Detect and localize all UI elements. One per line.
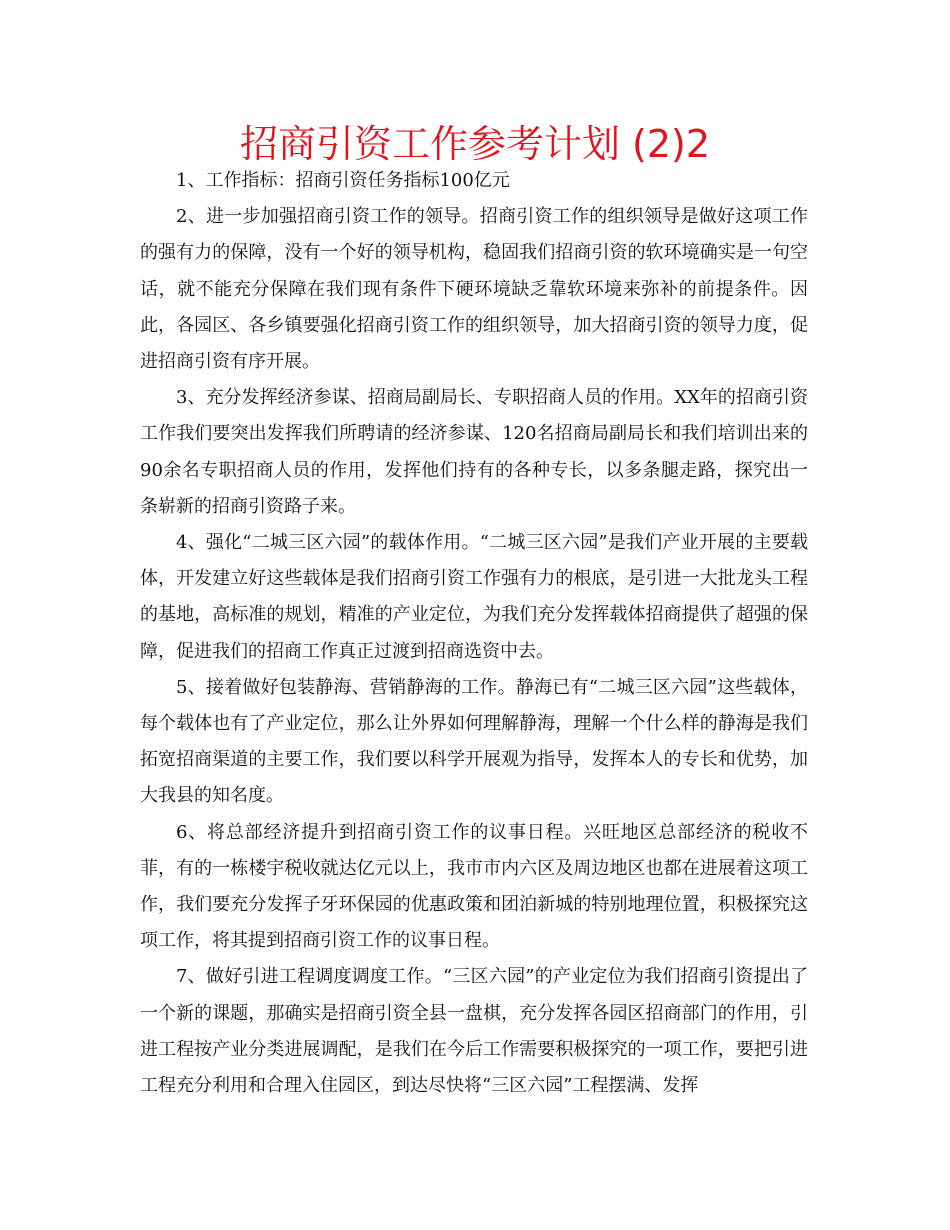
document-body xyxy=(140,163,808,1104)
paragraph-2: 2、进一步加强招商引资工作的领导。招商引资工作的组织领导是做好这项工作的强有力的保障，没有一个好的领导机构，稳固我们招商引资的软环境确实是一句空话，就不能充分保障在我们现有条件下硬环境缺乏靠软环境来弥补的前提条件。因此，各园区、各乡镇要强化招商引资工作的组织领导，加大招商引资的领导力度，促进招商引资有序开展。 xyxy=(140,206,808,373)
paragraph-5: 5、接着做好包装静海、营销静海的工作。静海已有“二城三区六园”这些载体，每个载体也有了产业定位，那么让外界如何理解静海，理解一个什么样的静海是我们拓宽招商渠道的主要工作，我们要以科学开展观为指导，发挥本人的专长和优势，加大我县的知名度。 xyxy=(140,676,808,807)
document-title: 招商引资工作参考计划 (2)2 xyxy=(239,122,711,166)
paragraph-6: 6、将总部经济提升到招商引资工作的议事日程。兴旺地区总部经济的税收不菲，有的一栋楼宇税收就达亿元以上，我市市内六区及周边地区也都在进展着这项工作，我们要充分发挥子牙环保园的优惠政策和团泊新城的特别地理位置，积极探究这项工作，将其提到招商引资工作的议事日程。 xyxy=(140,821,808,952)
paragraph-1: 1、工作指标：招商引资任务指标100亿元 xyxy=(176,170,510,191)
paragraph-3: 3、充分发挥经济参谋、招商局副局长、专职招商人员的作用。XX年的招商引资工作我们要突出发挥我们所聘请的经济参谋、120名招商局副局长和我们培训出来的90余名专职招商人员的作用，发挥他们持有的各种专长，以多条腿走路，探究出一条崭新的招商引资路子来。 xyxy=(140,387,808,517)
paragraph-4: 4、强化“二城三区六园”的载体作用。“二城三区六园”是我们产业开展的主要载体，开发建立好这些载体是我们招商引资工作强有力的根底，是引进一大批龙头工程的基地，高标准的规划，精准的产业定位，为我们充分发挥载体招商提供了超强的保障，促进我们的招商工作真正过渡到招商选资中去。 xyxy=(140,532,808,662)
paragraph-7: 7、做好引进工程调度调度工作。“三区六园”的产业定位为我们招商引资提出了一个新的课题，那确实是招商引资全县一盘棋，充分发挥各园区招商部门的作用，引进工程按产业分类进展调配，是我们在今后工作需要积极探究的一项工作，要把引进工程充分利用和合理入住园区，到达尽快将“三区六园”工程摆满、发挥 xyxy=(140,966,808,1097)
